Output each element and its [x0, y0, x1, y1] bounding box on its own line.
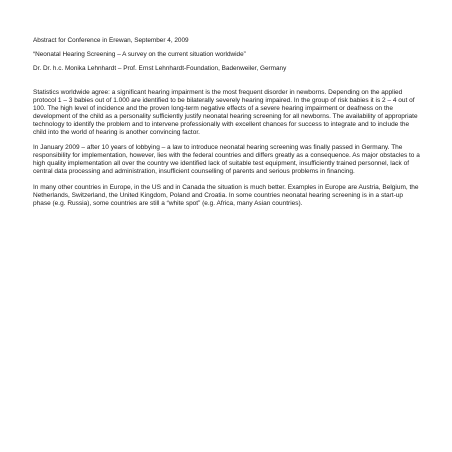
author-line: Dr. Dr. h.c. Monika Lehnhardt – Prof. Ernst Lehnhardt-Foundation, Badenweiler, Germany — [33, 65, 287, 72]
conference-line: Abstract for Conference in Erewan, September 4, 2009 — [33, 37, 189, 44]
abstract-body — [33, 89, 421, 208]
document-page — [33, 37, 421, 216]
abstract-title: “Neonatal Hearing Screening – A survey on the current situation worldwide” — [33, 51, 246, 58]
paragraph-statistics: Statistics worldwide agree: a significant hearing impairment is the most frequent disorder in newborns. Depending on the applied protocol 1 – 3 babies out of 1.000 are identified to be bilaterally severely hearing impaired. In the group of risk babies it is 2 – 4 out of 100. The high level of incidence and the proven long-term negative effects of a severe hearing impairment or deafness on the development of the child as a personality sufficiently justify neonatal hearing screening for all newborns. The availability of appropriate technology to identify the problem and to intervene professionally with excellent chances for success to integrate and to include the child into the world of hearing is another convincing factor. — [33, 89, 418, 136]
paragraph-other-countries: In many other countries in Europe, in the US and in Canada the situation is much better. Examples in Europe are Austria, Belgium, the Netherlands, Switzerland, the United Kingdom, Poland and Croatia. In some countries neonatal hearing screening is in a start-up phase (e.g. Russia), some countries are still a “white spot” (e.g. Africa, many Asian countries). — [33, 184, 419, 207]
paragraph-germany: In January 2009 – after 10 years of lobbying – a law to introduce neonatal hearing screening was finally passed in Germany. The responsibility for implementation, however, lies with the federal countries and differs greatly as a consequence. As major obstacles to a high quality implementation all over the country we identified lack of suitable test equipment, insufficiently trained personnel, lack of central data processing and administration, insufficient counselling of parents and serious problems in financing. — [33, 144, 420, 176]
